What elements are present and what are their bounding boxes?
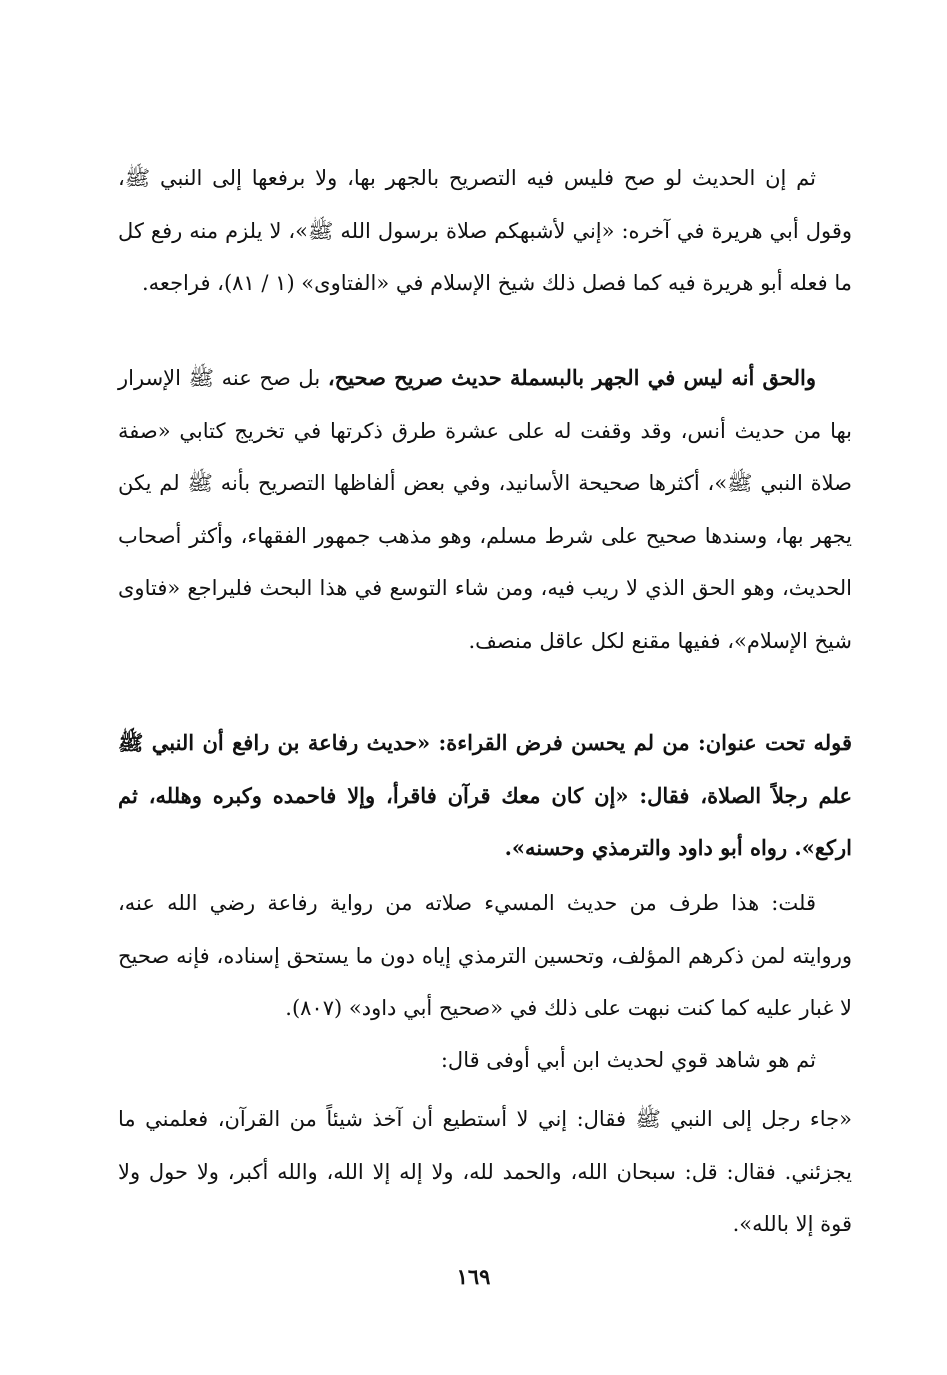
page-number: ١٦٩ (456, 1264, 491, 1289)
paragraph-hadith-commentary: ثم إن الحديث لو صح فليس فيه التصريح بالجهر بها، ولا برفعها إلى النبي ﷺ، وقول أبي هريرة في آخره: «إني لأشبهكم صلاة برسول الله ﷺ»، لا يلزم منه رفع كل ما فعله أبو هريرة فيه كما فصل ذلك شيخ الإسلام في «الفتاوى» (١ / ٨١)، فراجعه. (118, 166, 852, 295)
paragraph-basmala-lead: والحق أنه ليس في الجهر بالبسملة حديث صريح صحيح، (327, 365, 816, 390)
paragraph-basmala-body: بل صح عنه ﷺ الإسرار بها من حديث أنس، وقد وقفت له على عشرة طرق ذكرتها في تخريج كتابي «صفة صلاة النبي ﷺ»، أكثرها صحيحة الأسانيد، وفي بعض ألفاظها التصريح بأنه ﷺ لم يكن يجهر بها، وسندها صحيح على شرط مسلم، وهو مذهب جمهور الفقهاء، وأكثر أصحاب الحديث، وهو الحق الذي لا ريب فيه، ومن شاء التوسع في هذا البحث فليراجع «فتاوى شيخ الإسلام»، ففيها مقنع لكل عاقل منصف. (118, 366, 852, 653)
paragraph-hadith-quote: «جاء رجل إلى النبي ﷺ فقال: إني لا أستطيع أن آخذ شيئاً من القرآن، فعلمني ما يجزئني. فقال: قل: سبحان الله، والحمد لله، ولا إله إلا الله، والله أكبر، ولا حول ولا قوة إلا بالله». (118, 1107, 852, 1236)
paragraph-rifaa-note: قلت: هذا طرف من حديث المسيء صلاته من رواية رفاعة رضي الله عنه، وروايته لمن ذكرهم المؤلف، وتحسين الترمذي إياه دون ما يستحق إسناده، فإنه صحيح لا غبار عليه كما كنت نبهت على ذلك في «صحيح أبي داود» (٨٠٧). (118, 891, 852, 1020)
paragraph-basmala-ruling (118, 352, 852, 667)
paragraph-witness-intro: ثم هو شاهد قوي لحديث ابن أبي أوفى قال: (440, 1048, 816, 1072)
paragraph-author-quote: قوله تحت عنوان: من لم يحسن فرض القراءة: «حديث رفاعة بن رافع أن النبي ﷺ علم رجلاً الصلاة، فقال: «إن كان معك قرآن فاقرأ، وإلا فاحمده وكبره وهلله، ثم اركع». رواه أبو داود والترمذي وحسنه». (118, 730, 852, 860)
